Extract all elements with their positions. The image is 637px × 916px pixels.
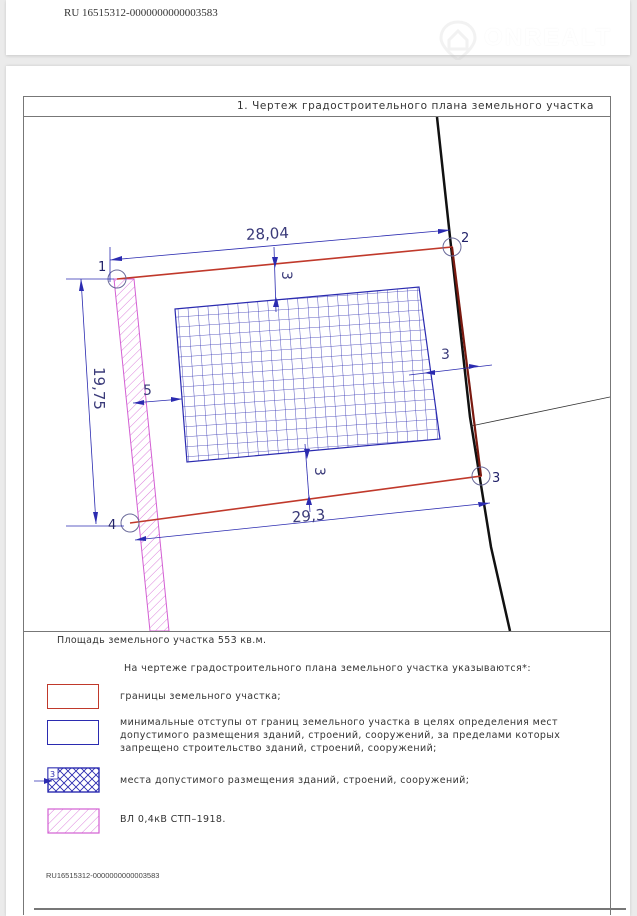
house-pin-icon (438, 20, 478, 60)
legend-label: места допустимого размещения зданий, строений, сооружений; (120, 775, 470, 786)
boundary-swatch (47, 684, 99, 709)
dimension-top: 28,04 (245, 223, 290, 244)
dimension-left: 19,75 (90, 367, 108, 410)
legend-line: запрещено строительство зданий, строений, сооружений; (120, 743, 437, 754)
setback-right: 3 (441, 347, 450, 363)
footer-document-id: RU16515312-0000000000003583 (46, 871, 160, 880)
site-plan-svg (24, 117, 610, 631)
legend-label: ВЛ 0,4кВ СТП–1918. (120, 814, 226, 825)
setback-left: 5 (143, 383, 152, 399)
parcel-boundary-east (452, 247, 481, 476)
point-3-label: 3 (492, 471, 501, 486)
legend-line: минимальные отступы от границ земельного участка в целях определения мест (120, 717, 558, 728)
powerline-swatch (47, 808, 101, 835)
parcel-area: Площадь земельного участка 553 кв.м. (57, 635, 267, 646)
watermark-text: ONREALT (484, 24, 613, 51)
document-id: RU 16515312-0000000000003583 (64, 7, 218, 19)
site-plan-drawing (24, 117, 610, 632)
legend-line: допустимого размещения зданий, строений, сооружений, за пределами которых (120, 730, 561, 741)
title-row (24, 97, 610, 117)
legend-label: границы земельного участка; (120, 691, 282, 702)
watermark (438, 20, 618, 60)
document-page (6, 66, 630, 916)
powerline-strip (114, 279, 169, 631)
point-2-label: 2 (461, 231, 470, 246)
setback-bottom: 3 (311, 467, 327, 476)
setback-top: 3 (278, 271, 294, 280)
drawing-title: 1. Чертеж градостроительного плана земельного участка (236, 100, 594, 112)
road-line (437, 117, 510, 631)
building-area-swatch (32, 767, 102, 793)
point-1-label: 1 (98, 260, 107, 275)
neighbour-boundary (471, 397, 610, 426)
legend-label (120, 716, 560, 755)
setback-swatch (47, 720, 99, 745)
point-4-label: 4 (108, 518, 117, 533)
drawing-frame (23, 96, 611, 915)
legend-heading: На чертеже градостроительного плана земельного участка указываются*: (124, 663, 531, 674)
swatch-number: 3 (50, 770, 56, 779)
building-area (175, 287, 440, 462)
dimension-bottom: 29,3 (291, 505, 327, 527)
